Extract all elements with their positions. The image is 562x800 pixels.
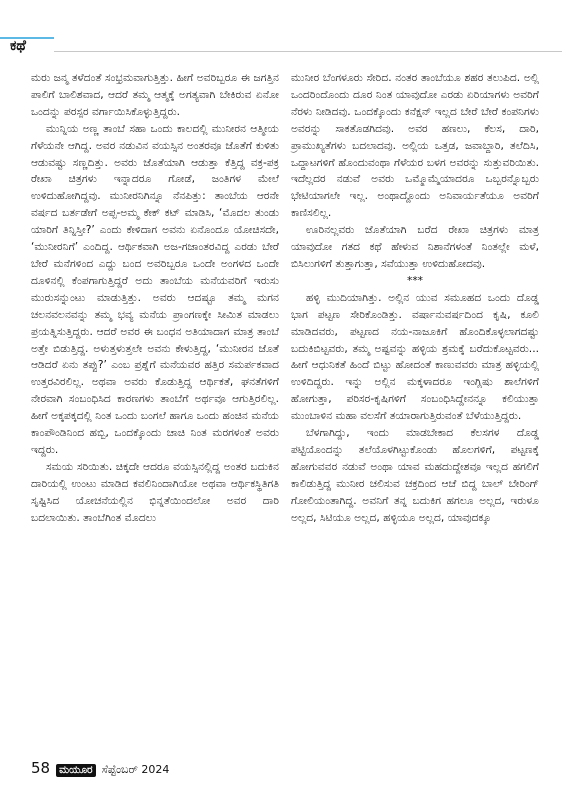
section-title: ಕಥೆ (10, 38, 26, 54)
paragraph: ಬೆಳಗಾಗಿದ್ದು, ಇಂದು ಮಾಡಬೇಕಾದ ಕೆಲಸಗಳ ದೊಡ್ಡ ಪಟ್ಟಿಯೊಂದನ್ನು ತಲೆಯೊಳಗಿಟ್ಟುಕೊಂಡು ಹೊಲಗಳಿಗೆ, ಪಟ್ಟಣಕ್ಕೆ ಹೋಗುವವರ ನಡುವೆ ಅಂಥಾ ಯಾವ ಮಹದುದ್ದೇಶವೂ ಇಲ್ಲದ ಹಗಲಿಗೆ ಕಾಲಿಡುತ್ತಿದ್ದ ಮುನೀರ ಚಲಿಸುವ ಚಕ್ರದಿಂದ ಆಚೆ ಬಿದ್ದ ಬಾಲ್ ಬೇರಿಂಗ್ ಗೋಲಿಯಂತಾಗಿದ್ದ. ಅವನಿಗೆ ತನ್ನ ಬದುಕಿಗ ಹಗಲೂ ಅಲ್ಲದ, ಇರುಳೂ ಅಲ್ಲದ, ಸಿಟಿಯೂ ಅಲ್ಲದ, ಹಳ್ಳಿಯೂ ಅಲ್ಲದ, ಯಾವುದಕ್ಕೂ (291, 426, 539, 524)
magazine-logo: ಮಯೂರ (56, 764, 95, 777)
section-bar (0, 37, 562, 57)
paragraph: ಹಳ್ಳಿ ಮುದಿಯಾಗಿತ್ತು. ಅಲ್ಲಿನ ಯುವ ಸಮೂಹದ ಒಂದು ದೊಡ್ಡ ಭಾಗ ಪಟ್ಟಣ ಸೇರಿಕೊಂಡಿತ್ತು. ವರ್ಷಾನುವರ್ಷದಿಂದ ಕೃಷಿ, ಕೂಲಿ ಮಾಡಿದವರು, ಪಟ್ಟಣದ ನಯ-ನಾಜೂಕಿಗೆ ಹೊಂದಿಕೊಳ್ಳಲಾಗದಷ್ಟು ಬದುಕಿಬಿಟ್ಟವರು, ತಮ್ಮ ಅಷ್ಟವನ್ನು ಹಳ್ಳಿಯ ಶ್ರಮಕ್ಕೆ ಬರೆದುಕೊಟ್ಟವರು... ಹೀಗೆ ಆಧುನಿಕತೆ ಹಿಂದೆ ಬಿಟ್ಟು ಹೋದಂತೆ ಕಾಣುವವರು ಮಾತ್ರ ಹಳ್ಳಿಯಲ್ಲಿ ಉಳಿದಿದ್ದರು. ಇನ್ನು ಅಲ್ಲಿನ ಮಕ್ಕಳಾದರೂ ಇಂಗ್ಲಿಷು ಶಾಲೆಗಳಿಗೆ ಹೋಗುತ್ತಾ, ಪರಿಸರ-ಕೃಷಿಗಳಿಗೆ ಸಂಬಂಧಿಸಿದ್ದೇನನ್ನೂ ಕಲಿಯುತ್ತಾ ಮುಂಬಾಳಿನ ಮಹಾ ವಲಸೆಗೆ ತಯಾರಾಗುತ್ತಿರುವಂತೆ ಬೆಳೆಯುತ್ತಿದ್ದರು. (291, 290, 539, 423)
page-footer (31, 759, 169, 779)
paragraph: ಸಮಯ ಸರಿಯಿತು. ಚಿಕ್ಕದೇ ಆದರೂ ವಯಸ್ಸಿನಲ್ಲಿದ್ದ ಅಂತರ ಬದುಕಿನ ದಾರಿಯಲ್ಲಿ ಉಂಟು ಮಾಡಿದ ಕವಲಿನಿಂದಾಗಿಯೋ ಅಥವಾ ಆರ್ಥಿಕಸ್ಥಿತಿಗತಿ ಸೃಷ್ಟಿಸಿದ ಯೋಚನೆಯಲ್ಲಿನ ಭಿನ್ನತೆಯಿಂದಲೋ ಅವರ ದಾರಿ ಬದಲಾಯಿತು. ತಾಂಬೆಗಿಂತ ಮೊದಲು (31, 459, 279, 524)
right-column (291, 70, 539, 526)
paragraph: ಮುನೀರ ಬೆಂಗಳೂರು ಸೇರಿದ. ನಂತರ ತಾಂಬೆಯೂ ಶಹರ ತಲುಪಿದ. ಅಲ್ಲಿ ಒಂದರಿಂದೊಂದು ದೂರ ನಿಂತ ಯಾವುದೋ ಎರಡು ಏರಿಯಾಗಳು ಅವರಿಗೆ ನೆರಳು ನೀಡಿದವು. ಒಂದಕ್ಕೊಂದು ಕನೆಕ್ಷನ್ ಇಲ್ಲದ ಬೇರೆ ಬೇರೆ ಕಂಪನಿಗಳು ಅವರನ್ನು ಸಾಕತೊಡಗಿದವು. ಅವರ ಹಣಲು, ಕೆಲಸ, ದಾರಿ, ಪ್ರಾಮುಖ್ಯತೆಗಳು ಬದಲಾದವು. ಅಲ್ಲಿಯ ಒತ್ತಡ, ಜವಾಬ್ದಾರಿ, ತಲೆದಿಸಿ, ಒದ್ದಾಟಗಳಿಗೆ ಹೊಂದುವಂಥಾ ಗೆಳೆಯರ ಬಳಗ ಅವರನ್ನು ಸುತ್ತುವರಿಯಿತು. ಇದೆಲ್ಲದರ ನಡುವೆ ಅವರು ಒಮ್ಮೊಮ್ಮೆಯಾದರೂ ಒಬ್ಬರನ್ನೊಬ್ಬರು ಭೇಟಿಯಾಗಲೇ ಇಲ್ಲ. ಅಂಥಾದ್ದೊಂದು ಅನಿವಾರ್ಯತೆಯೂ ಅವರಿಗೆ ಕಾಣಿಸಲಿಲ್ಲ. (291, 71, 539, 220)
paragraph: *** (406, 273, 424, 287)
issue-date: ಸೆಪ್ಟೆಂಬರ್ 2024 (101, 763, 170, 776)
accent-line (0, 37, 54, 39)
page-number: 58 (31, 759, 51, 777)
left-column (31, 70, 279, 526)
paragraph: ಊರಿನಲ್ಲವರು ಜೊತೆಯಾಗಿ ಬರೆದ ರೇಖಾ ಚಿತ್ರಗಳು ಮಾತ್ರ ಯಾವುದೋ ಗತದ ಕಥೆ ಹೇಳುವ ನಿಶಾನೆಗಳಂತೆ ನಿಂತಲ್ಲೇ ಮಳೆ, ಬಿಸಿಲುಗಳಿಗೆ ತುತ್ತಾಗುತ್ತಾ, ಸವೆಯುತ್ತಾ ಉಳಿದುಹೋದವು. (291, 223, 539, 270)
header-rule (54, 51, 562, 52)
paragraph: ಮರು ಜನ್ಮ ತಳೆದಂತೆ ಸಂಭ್ರಮವಾಗುತ್ತಿತ್ತು. ಹೀಗೆ ಅವರಿಬ್ಬರೂ ಈ ಜಗತ್ತಿನ ಪಾಲಿಗೆ ಬಾಲಿಶವಾದ, ಆದರೆ ತಮ್ಮ ಆತ್ಮಕ್ಕೆ ಅಗತ್ಯವಾಗಿ ಬೇಕಿರುವ ಏನೋ ಒಂದನ್ನು ಪರಸ್ಪರ ವರ್ಗಾಯಿಸಿಕೊಳ್ಳುತ್ತಿದ್ದರು. (31, 71, 279, 118)
paragraph: ಮುನ್ನಿಯ ಅಣ್ಣ ತಾಂಬೆ ಸಹಾ ಒಂದು ಕಾಲದಲ್ಲಿ ಮುನೀರನ ಆತ್ಮೀಯ ಗೆಳೆಯನೇ ಆಗಿದ್ದ. ಅವರ ನಡುವಿನ ವಯಸ್ಸಿನ ಅಂತರವೂ ಜೊತೆಗೆ ಕುಳಿತು ಆಡುವಷ್ಟು ಸಣ್ಣದಿತ್ತು. ಅವರು ಜೊತೆಯಾಗಿ ಆಡುತ್ತಾ ಕೆತ್ತಿದ್ದ ವಕ್ರ-ಪಕ್ರ ರೇಖಾ ಚಿತ್ರಗಳು ಇನ್ನಾದರೂ ಗೋಡೆ, ಜಂತಿಗಳ ಮೇಲೆ ಉಳಿದುಹೋಗಿದ್ದವು. ಮುನೀರನಿಗಿನ್ನೂ ನೆನಪಿತ್ತು: ತಾಂಬೆಯ ಆರನೇ ವರ್ಷದ ಬರ್ತಡೇಗೆ ಅಪ್ಪ-ಅಮ್ಮ ಕೇಕ್ ಕಟ್ ಮಾಡಿಸಿ, ‘ಮೊದಲ ತುಂಡು ಯಾರಿಗೆ ತಿನ್ನಿಸ್ತೀ?’ ಎಂದು ಕೇಳಿದಾಗ ಅವನು ಏನೊಂದೂ ಯೋಚಿಸದೇ, ‘ಮುನೀರನಿಗೆ’ ಎಂದಿದ್ದ. ಆರ್ಥಿಕವಾಗಿ ಅಜ-ಗಜಾಂತರವಿದ್ದ ಎರಡು ಬೇರೆ ಬೇರೆ ಮನೆಗಳಿಂದ ಎದ್ದು ಬಂದ ಅವರಿಬ್ಬರೂ ಒಂದೇ ಅಂಗಳದ ಒಂದೇ ದೂಳಿನಲ್ಲಿ ಕೆಂಪಗಾಗುತ್ತಿದ್ದರೆ ಅದು ತಾಂಬೆಯ ಮನೆಯವರಿಗೆ ಇರುಸು ಮುರುಸನ್ನುಂಟು ಮಾಡುತ್ತಿತ್ತು. ಅವರು ಆದಷ್ಟೂ ತಮ್ಮ ಮಗನ ಚಲನವಲನವನ್ನು ತಮ್ಮ ಭವ್ಯ ಮನೆಯ ಪ್ರಾಂಗಣಕ್ಕೇ ಸೀಮಿತ ಮಾಡಲು ಪ್ರಯತ್ನಿಸುತ್ತಿದ್ದರು. ಆದರೆ ಅವರ ಈ ಬಂಧನ ಅತಿಯಾದಾಗ ಮಾತ್ರ ತಾಂಬೆ ಅತ್ತೇ ಬಿಡುತ್ತಿದ್ದ. ಅಳುತ್ತಳುತ್ತಲೇ ಅವನು ಕೇಳುತ್ತಿದ್ದ, ‘ಮುನೀರನ ಜೊತೆ ಆಡಿದರೆ ಏನು ತಪ್ಪು?’ ಎಂಬ ಪ್ರಶ್ನೆಗೆ ಮನೆಯವರ ಹತ್ತಿರ ಸಮರ್ಪಕವಾದ ಉತ್ತರವಿರಲಿಲ್ಲ. ಅಥವಾ ಅವರು ಕೊಡುತ್ತಿದ್ದ ಆರ್ಥಿಕತೆ, ಘನತೆಗಳಿಗೆ ನೇರವಾಗಿ ಸಂಬಂಧಿಸಿದ ಕಾರಣಗಳು ತಾಂಬೆಗೆ ಅರ್ಥವೂ ಆಗುತ್ತಿರಲಿಲ್ಲ. ಹೀಗೆ ಅಕ್ಕಪಕ್ಕದಲ್ಲಿ ನಿಂತ ಒಂದು ಬಂಗಲೆ ಹಾಗೂ ಒಂದು ಹಂಚಿನ ಮನೆಯ ಕಾಂಪೌಂಡಿನಿಂದ ಹಬ್ಬಿ, ಒಂದಕ್ಕೊಂದು ಚಾಚಿ ನಿಂತ ಮರಗಳಂತೆ ಅವರು ಇದ್ದರು. (31, 121, 279, 456)
